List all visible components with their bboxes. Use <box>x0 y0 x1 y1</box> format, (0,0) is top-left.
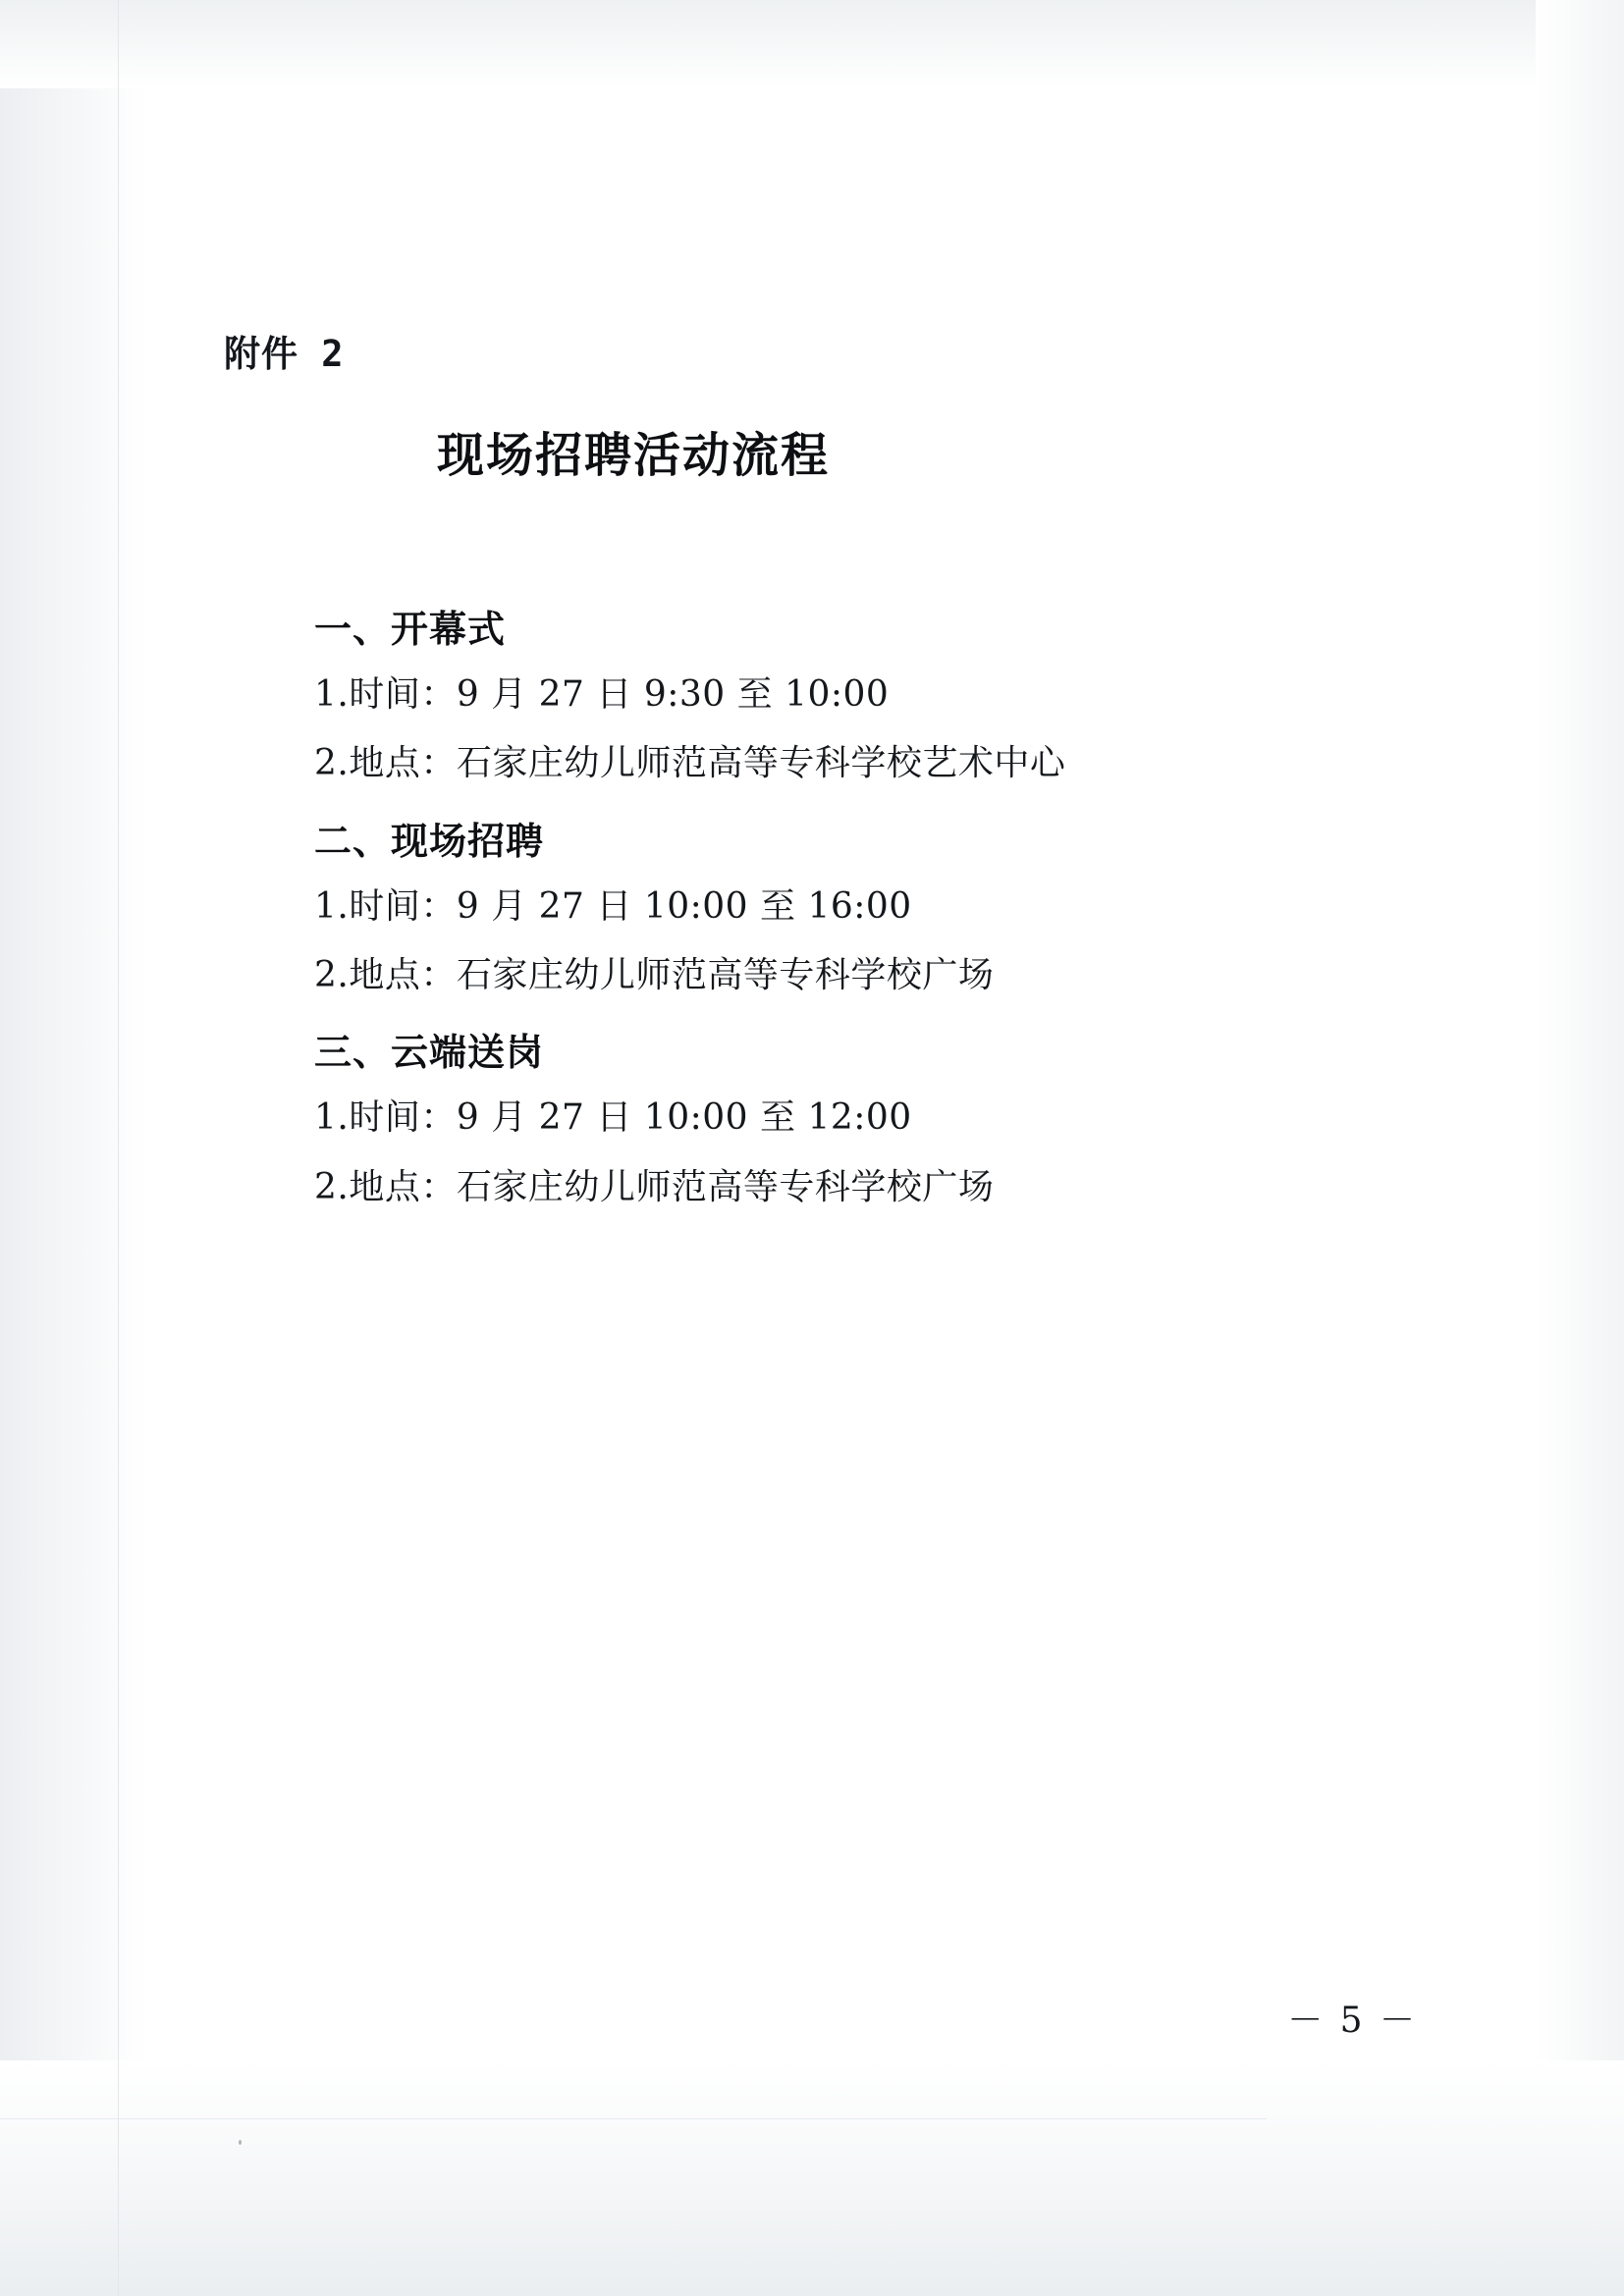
section-heading: 三、云端送岗 <box>314 1030 545 1075</box>
section-line-time: 1.时间：9 月 27 日 10:00 至 12:00 <box>314 1097 912 1139</box>
section-heading: 二、现场招聘 <box>314 818 545 863</box>
page-title: 现场招聘活动流程 <box>436 428 830 483</box>
section-line-location: 2.地点：石家庄幼儿师范高等专科学校广场 <box>314 1166 995 1207</box>
section-heading: 一、开幕式 <box>314 607 507 651</box>
page-number: － 5 － <box>1287 2001 1418 2041</box>
section-cloud-jobs <box>314 1022 1237 1216</box>
section-line-location: 2.地点：石家庄幼儿师范高等专科学校艺术中心 <box>314 743 1066 784</box>
section-line-time: 1.时间：9 月 27 日 9:30 至 10:00 <box>314 674 890 715</box>
attachment-label: 附件 2 <box>224 333 345 375</box>
section-onsite-recruitment <box>314 811 1237 1005</box>
document-body <box>314 599 1237 1234</box>
section-opening-ceremony <box>314 599 1237 793</box>
section-line-time: 1.时间：9 月 27 日 10:00 至 16:00 <box>314 885 912 927</box>
section-line-location: 2.地点：石家庄幼儿师范高等专科学校广场 <box>314 954 995 995</box>
